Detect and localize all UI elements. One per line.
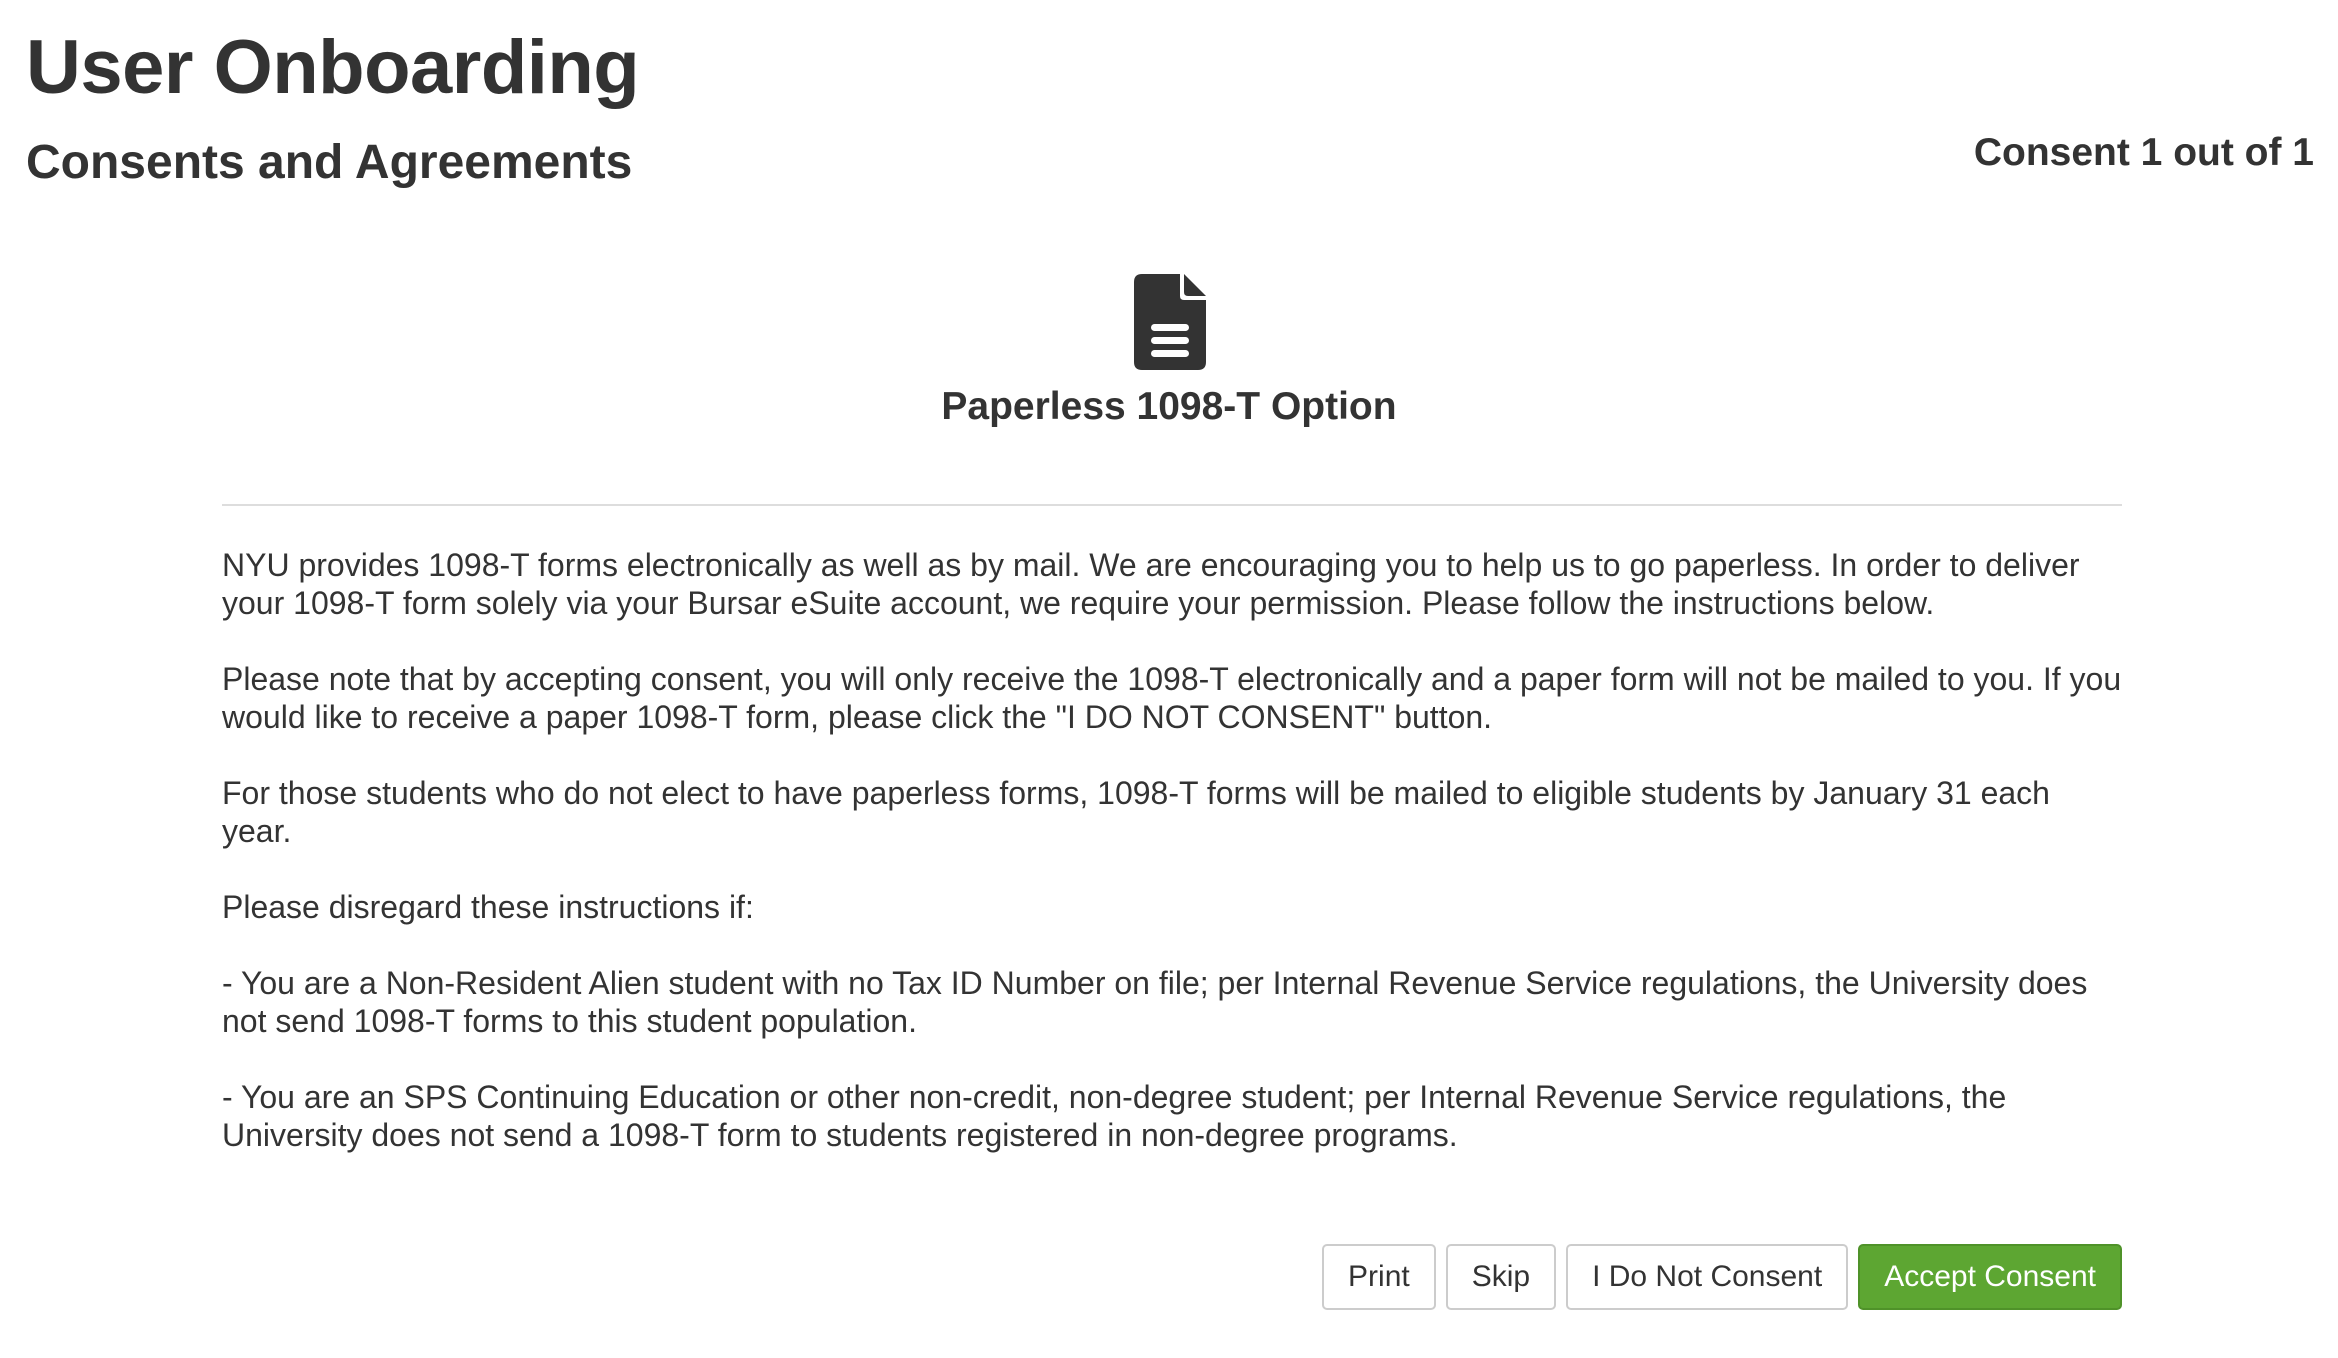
print-button[interactable]: Print xyxy=(1322,1244,1436,1310)
consent-paragraph: - You are an SPS Continuing Education or other non-credit, non-degree student; per Internal Revenue Service regulations, the University does not send a 1098-T form to students registered in non-degree programs. xyxy=(222,1079,2007,1153)
consent-counter: Consent 1 out of 1 xyxy=(1973,131,2314,174)
page-subtitle: Consents and Agreements xyxy=(26,136,633,189)
consent-title: Paperless 1098-T Option xyxy=(941,385,1397,428)
page-title: User Onboarding xyxy=(26,25,640,110)
consent-paragraph: Please note that by accepting consent, you will only receive the 1098-T electronically and a paper form will not be mailed to you. If you would like to receive a paper 1098-T form, please click the "I DO NOT CONSENT" button. xyxy=(222,661,2122,735)
consent-actions xyxy=(1322,1244,2122,1310)
consent-paragraph: - You are a Non-Resident Alien student with no Tax ID Number on file; per Internal Revenue Service regulations, the University does not send 1098-T forms to this student population. xyxy=(222,965,2088,1039)
document-icon xyxy=(1134,274,1206,370)
consent-paragraph: NYU provides 1098-T forms electronically as well as by mail. We are encouraging you to help us to go paperless. In order to deliver your 1098-T form solely via your Bursar eSuite account, we require your permission. Please follow the instructions below. xyxy=(222,547,2080,621)
consent-body xyxy=(222,546,2122,1192)
consent-paragraph: Please disregard these instructions if: xyxy=(222,889,754,925)
divider xyxy=(222,504,2122,506)
do-not-consent-button[interactable]: I Do Not Consent xyxy=(1566,1244,1848,1310)
accept-consent-button[interactable]: Accept Consent xyxy=(1858,1244,2122,1310)
consent-paragraph: For those students who do not elect to have paperless forms, 1098-T forms will be mailed to eligible students by January 31 each year. xyxy=(222,775,2050,849)
skip-button[interactable]: Skip xyxy=(1446,1244,1556,1310)
